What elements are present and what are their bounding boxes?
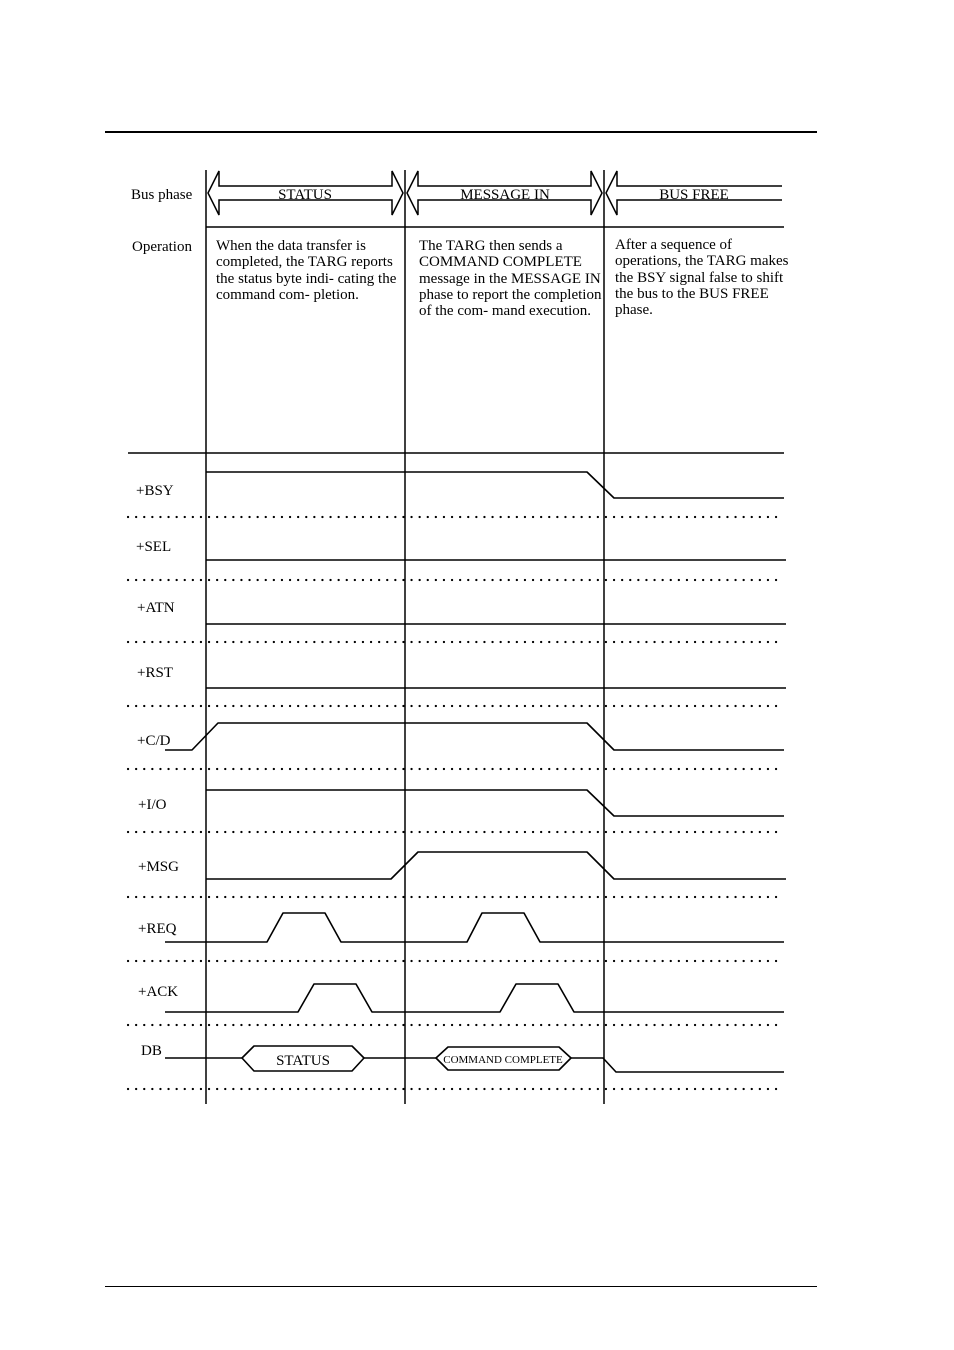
signal-label-msg: +MSG [138,859,179,875]
status-phase-description: When the data transfer is completed, the TARG reports the status byte indi- cating the command com- pletion. [216,238,397,303]
signal-label-c-d: +C/D [137,733,171,749]
phase-label-status: STATUS [278,187,332,203]
operation-label: Operation [132,239,192,255]
signal-label-db: DB [141,1043,162,1059]
bsy-waveform [206,472,784,498]
message-in-phase-description: The TARG then sends a COMMAND COMPLETE message in the MESSAGE IN phase to report the completion of the com- mand execution. [419,238,602,320]
db-command-complete-value-label: COMMAND COMPLETE [443,1054,563,1066]
msg-waveform [206,852,786,879]
db-status-value-label: STATUS [276,1053,330,1069]
db-line-end [571,1058,784,1072]
phase-arrows [208,171,782,215]
signal-label-i-o: +I/O [138,797,167,813]
signal-label-rst: +RST [137,665,173,681]
signal-label-atn: +ATN [137,600,175,616]
bus-phase-label: Bus phase [131,187,193,203]
cd-waveform [165,723,784,750]
signal-rows [128,483,784,1089]
signal-label-ack: +ACK [138,984,179,1000]
signal-label-sel: +SEL [136,539,172,555]
bus-free-phase-description: After a sequence of operations, the TARG makes the BSY signal false to shift the bus to the BUS FREE phase. [615,237,789,319]
signal-waveforms [165,472,786,1072]
signal-label-bsy: +BSY [136,483,174,499]
phase-label-message-in: MESSAGE IN [460,187,550,203]
phase-label-bus-free: BUS FREE [659,187,729,203]
req-waveform [165,913,784,942]
io-waveform [206,790,784,816]
signal-label-req: +REQ [138,921,177,937]
ack-waveform [165,984,784,1012]
